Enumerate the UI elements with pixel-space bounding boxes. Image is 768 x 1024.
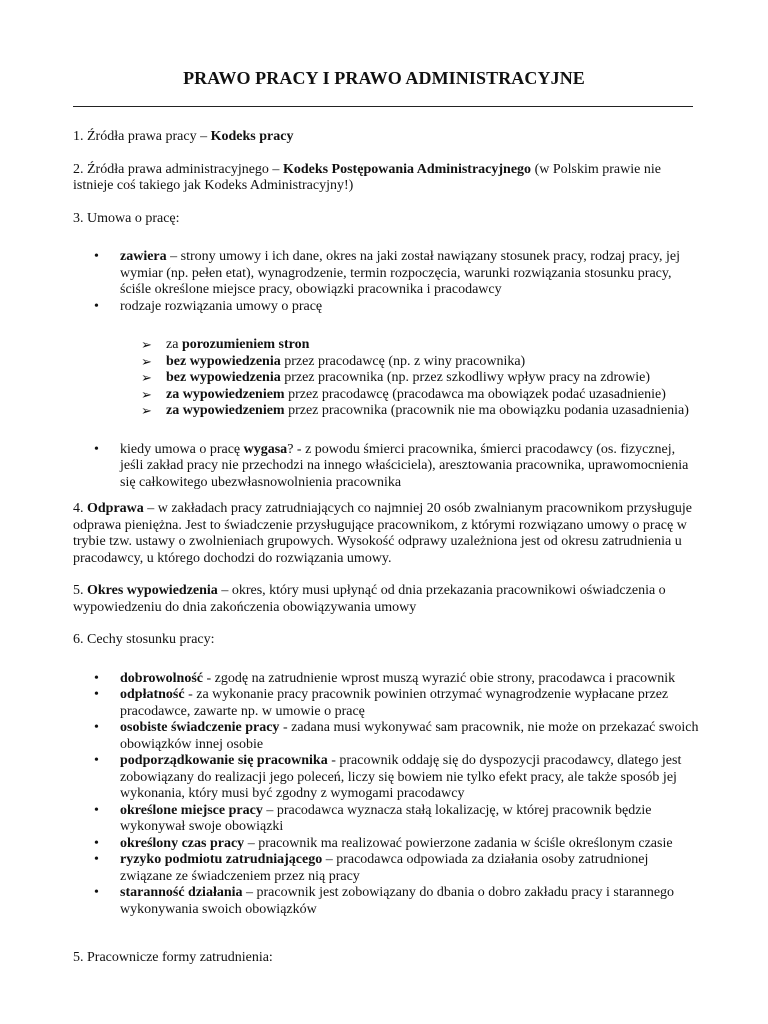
- document-title: PRAWO PRACY I PRAWO ADMINISTRACYJNE: [183, 68, 585, 88]
- arrow-bullet-icon: ➢: [141, 403, 152, 418]
- list-item: ➢ za wypowiedzeniem przez pracownika (pracownik nie ma obowiązku podania uzasadnienia): [141, 403, 689, 418]
- section-3-list-expiry: [73, 442, 699, 492]
- section-4: 4. Odprawa – w zakładach pracy zatrudniających co najmniej 20 osób zwalnianym pracownikom przysługuje odprawa pieniężna. Jest to świadczenie przysługujące pracownikom, z którymi rozwiązano umowy o pracę w trybie tzw. ustawy o zwolnieniach grupowych. Wysokość odprawy uzależniona jest od okresu zatrudnienia u pracodawcy, u którego dochodzi do rozwiązania umowy.: [73, 501, 692, 566]
- document-body: [73, 129, 699, 967]
- section-2: 2. Źródła prawa administracyjnego – Kodeks Postępowania Administracyjnego (w Polskim prawie nie istnieje coś takiego jak Kodeks Administracyjny!): [73, 161, 661, 193]
- bullet-icon: •: [94, 720, 99, 735]
- list-item: • odpłatność - za wykonanie pracy pracownik powinien otrzymać wynagrodzenie wypłacane przez pracodawce, zawarte np. w umowie o pracę: [94, 687, 669, 719]
- bullet-icon: •: [94, 249, 99, 264]
- list-item: ➢ bez wypowiedzenia przez pracownika (np. przez szkodliwy wpływ pracy na zdrowie): [141, 370, 651, 385]
- arrow-bullet-icon: ➢: [141, 337, 152, 352]
- arrow-bullet-icon: ➢: [141, 370, 152, 385]
- section-3-heading: 3. Umowa o pracę:: [73, 210, 180, 226]
- bullet-icon: •: [94, 852, 99, 867]
- list-item: • określony czas pracy – pracownik ma realizować powierzone zadania w ściśle określonym czasie: [94, 835, 673, 851]
- section-6-heading: 6. Cechy stosunku pracy:: [73, 632, 215, 647]
- bullet-icon: •: [94, 670, 99, 686]
- list-item: ➢ bez wypowiedzenia przez pracodawcę (np. z winy pracownika): [141, 353, 526, 369]
- list-item: ➢ za wypowiedzeniem przez pracodawcę (pracodawca ma obowiązek podać uzasadnienie): [141, 386, 666, 402]
- list-item: • staranność działania – pracownik jest zobowiązany do dbania o dobro zakładu pracy i starannego wykonywania swoich obowiązków: [94, 885, 675, 917]
- list-item: • kiedy umowa o pracę wygasa? - z powodu śmierci pracownika, śmierci pracodawcy (os. fizycznej, jeśli zakład pracy nie przechodzi na innego właściciela), aresztowania pracownika, uprawomocnienia się całkowitego ubezwłasnowolnienia pracownika: [94, 441, 689, 490]
- termination-types-list: [73, 337, 699, 420]
- list-item: • dobrowolność - zgodę na zatrudnienie wprost muszą wyrazić obie strony, pracodawca i pracownik: [94, 670, 676, 686]
- list-item: ➢ za porozumieniem stron: [141, 337, 310, 352]
- list-item: • rodzaje rozwiązania umowy o pracę: [94, 298, 323, 314]
- employment-features-list: [73, 671, 699, 919]
- arrow-bullet-icon: ➢: [141, 386, 152, 402]
- section-7-heading: 5. Pracownicze formy zatrudnienia:: [73, 950, 273, 965]
- bullet-icon: •: [94, 298, 99, 314]
- bullet-icon: •: [94, 802, 99, 818]
- bullet-icon: •: [94, 885, 99, 900]
- bullet-icon: •: [94, 753, 99, 768]
- list-item: • zawiera – strony umowy i ich dane, okres na jaki został nawiązany stosunek pracy, rodzaj pracy, jej wymiar (np. pełen etat), wynagrodzenie, termin rozpoczęcia, warunki rozwiązania stosunku pracy, ściśle określone miejsce pracy, obowiązki pracownika i pracodawcy: [94, 249, 680, 297]
- arrow-bullet-icon: ➢: [141, 353, 152, 369]
- bullet-icon: •: [94, 687, 99, 702]
- section-3-list: [73, 249, 699, 315]
- list-item: • ryzyko podmiotu zatrudniającego – pracodawca odpowiada za działania osoby zatrudnionej związane ze świadczeniem przez nią pracy: [94, 852, 649, 884]
- list-item: • podporządkowanie się pracownika - pracownik oddaję się do dyspozycji pracodawcy, dlatego jest zobowiązany do realizacji jego poleceń, liczy się bowiem nie tylko efekt pracy, ale także sposób jej wykonania, który musi być zgodny z wymogami pracodawcy: [94, 753, 682, 801]
- bullet-icon: •: [94, 835, 99, 851]
- section-1: 1. Źródła prawa pracy – Kodeks pracy: [73, 129, 294, 144]
- list-item: • określone miejsce pracy – pracodawca wyznacza stałą lokalizację, w której pracownik będzie wykonywał swoje obowiązki: [94, 802, 652, 834]
- list-item: • osobiste świadczenie pracy - zadana musi wykonywać sam pracownik, nie może on przekazać swoich obowiązków innej osobie: [94, 720, 699, 752]
- section-5: 5. Okres wypowiedzenia – okres, który musi upłynąć od dnia przekazania pracownikowi oświadczenia o wypowiedzeniu do dnia zakończenia obowiązywania umowy: [73, 583, 666, 615]
- bullet-icon: •: [94, 441, 99, 457]
- title-divider: [73, 106, 693, 107]
